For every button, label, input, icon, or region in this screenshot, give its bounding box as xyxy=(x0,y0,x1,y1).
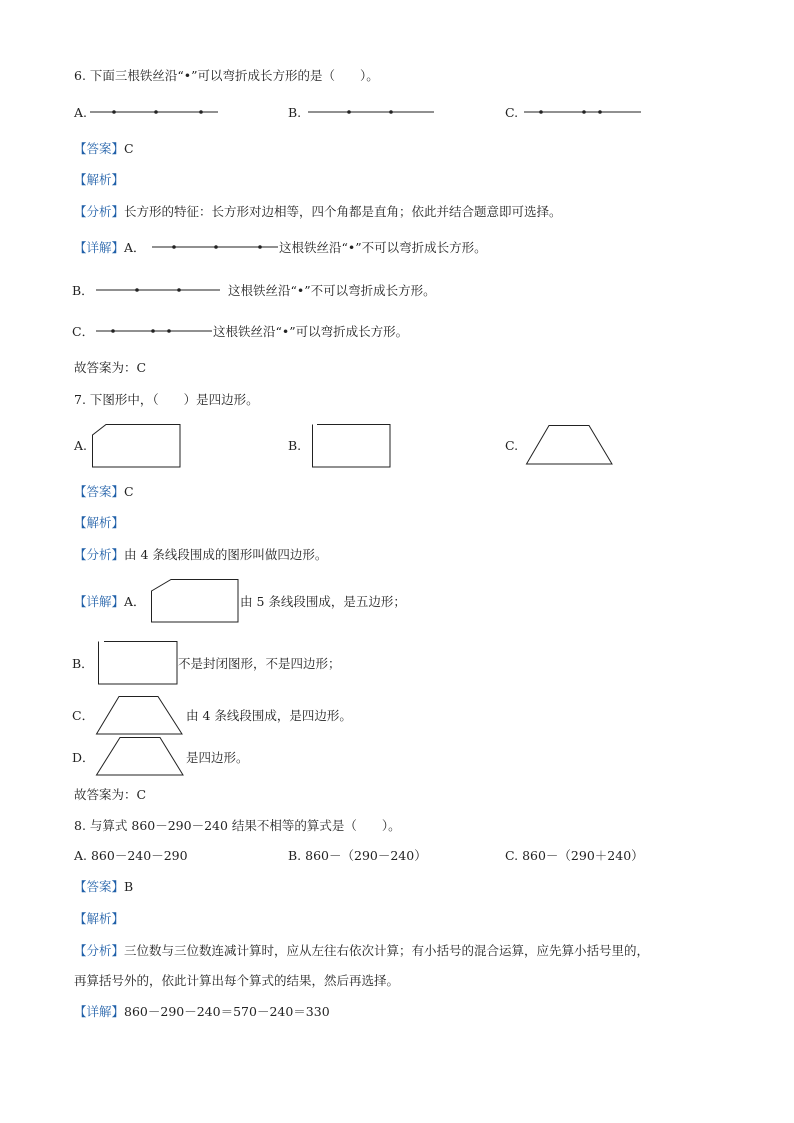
q6-stem: 6. 下面三根铁丝沿“•”可以弯折成长方形的是（ ）。 xyxy=(74,68,379,83)
q6-detail-b-wire xyxy=(96,283,222,297)
detail-label: 【详解】 xyxy=(74,1004,125,1019)
q8-stem: 8. 与算式 860－290－240 结果不相等的算式是（ ）。 xyxy=(74,818,401,833)
q7-detail-b-open-shape xyxy=(98,641,180,685)
q7-detail-b-prefix: B． xyxy=(72,656,94,671)
q6-option-b-wire xyxy=(308,105,436,119)
q7-detail-a-text: 由 5 条线段围成，是五边形； xyxy=(240,594,406,609)
q7-detail-d-trapezoid xyxy=(96,737,186,777)
detail-a-prefix: A． xyxy=(124,594,146,609)
q7-fenxi xyxy=(74,547,327,563)
detail-a-prefix: A． xyxy=(124,240,146,255)
q6-answer xyxy=(74,141,134,157)
q7-stem: 7. 下图形中，（ ）是四边形。 xyxy=(74,392,259,407)
q6-detail-a-wire xyxy=(152,240,280,254)
q7-detail-d-prefix: D． xyxy=(72,750,95,765)
fenxi-text: 长方形的特征：长方形对边相等，四个角都是直角；依此并结合题意即可选择。 xyxy=(124,204,562,219)
q6-fenxi xyxy=(74,204,562,220)
q6-option-a-wire xyxy=(90,105,220,119)
q6-detail-c-wire xyxy=(96,324,214,338)
q7-detail-c-text: 由 4 条线段围成，是四边形。 xyxy=(186,708,352,723)
q7-option-c-trapezoid xyxy=(526,425,614,465)
fenxi-text: 由 4 条线段围成的图形叫做四边形。 xyxy=(124,547,328,562)
q7-option-a-label: A. xyxy=(74,438,88,453)
q7-option-a-pentagon xyxy=(92,424,182,468)
q7-option-b-open-shape xyxy=(312,424,392,468)
q6-detail-c-text: 这根铁丝沿“•”可以弯折成长方形。 xyxy=(213,324,409,339)
answer-label: 【答案】 xyxy=(74,879,125,894)
answer-label: 【答案】 xyxy=(74,484,125,499)
answer-value: C xyxy=(124,484,134,499)
answer-value: C xyxy=(124,141,134,156)
q7-analysis-label: 【解析】 xyxy=(74,515,125,530)
q7-detail-a xyxy=(74,594,146,610)
q8-fenxi-line2: 再算括号外的，依此计算出每个算式的结果，然后再选择。 xyxy=(74,973,400,988)
q8-option-a: A. 860－240－290 xyxy=(74,848,188,863)
q8-answer xyxy=(74,879,133,895)
q7-conclusion: 故答案为：C xyxy=(74,787,147,802)
answer-value: B xyxy=(124,879,134,894)
fenxi-label: 【分析】 xyxy=(74,547,125,562)
q7-detail-c-prefix: C． xyxy=(72,708,95,723)
fenxi-label: 【分析】 xyxy=(74,943,125,958)
q6-option-a-label: A. xyxy=(74,105,88,120)
q8-analysis-label: 【解析】 xyxy=(74,911,125,926)
q7-answer xyxy=(74,484,134,500)
q8-detail xyxy=(74,1004,330,1020)
q7-option-b-label: B. xyxy=(288,438,302,453)
q6-detail-a xyxy=(74,240,146,256)
q7-option-c-label: C. xyxy=(505,438,519,453)
q6-analysis-label: 【解析】 xyxy=(74,172,125,187)
q8-option-b: B. 860－（290－240） xyxy=(288,848,427,863)
detail-label: 【详解】 xyxy=(74,594,125,609)
q6-option-b-label: B. xyxy=(288,105,302,120)
q6-detail-a-text: 这根铁丝沿“•”不可以弯折成长方形。 xyxy=(279,240,487,255)
q8-fenxi-line1 xyxy=(74,943,649,959)
q7-detail-a-pentagon xyxy=(151,579,241,624)
q6-detail-b-text: 这根铁丝沿“•”不可以弯折成长方形。 xyxy=(228,283,436,298)
q6-detail-b-prefix: B． xyxy=(72,283,94,298)
q7-detail-d-text: 是四边形。 xyxy=(186,750,249,765)
q6-detail-c-prefix: C． xyxy=(72,324,95,339)
fenxi-text: 三位数与三位数连减计算时，应从左往右依次计算；有小括号的混合运算，应先算小括号里的， xyxy=(124,943,650,958)
fenxi-label: 【分析】 xyxy=(74,204,125,219)
q6-option-c-wire xyxy=(524,105,644,119)
q6-conclusion: 故答案为：C xyxy=(74,360,147,375)
q6-option-c-label: C. xyxy=(505,105,519,120)
q7-detail-c-trapezoid xyxy=(96,696,184,736)
q8-option-c: C. 860－（290＋240） xyxy=(505,848,644,863)
detail-label: 【详解】 xyxy=(74,240,125,255)
q7-detail-b-text: 不是封闭图形，不是四边形； xyxy=(178,656,341,671)
detail-text: 860－290－240＝570－240＝330 xyxy=(124,1004,330,1019)
answer-label: 【答案】 xyxy=(74,141,125,156)
